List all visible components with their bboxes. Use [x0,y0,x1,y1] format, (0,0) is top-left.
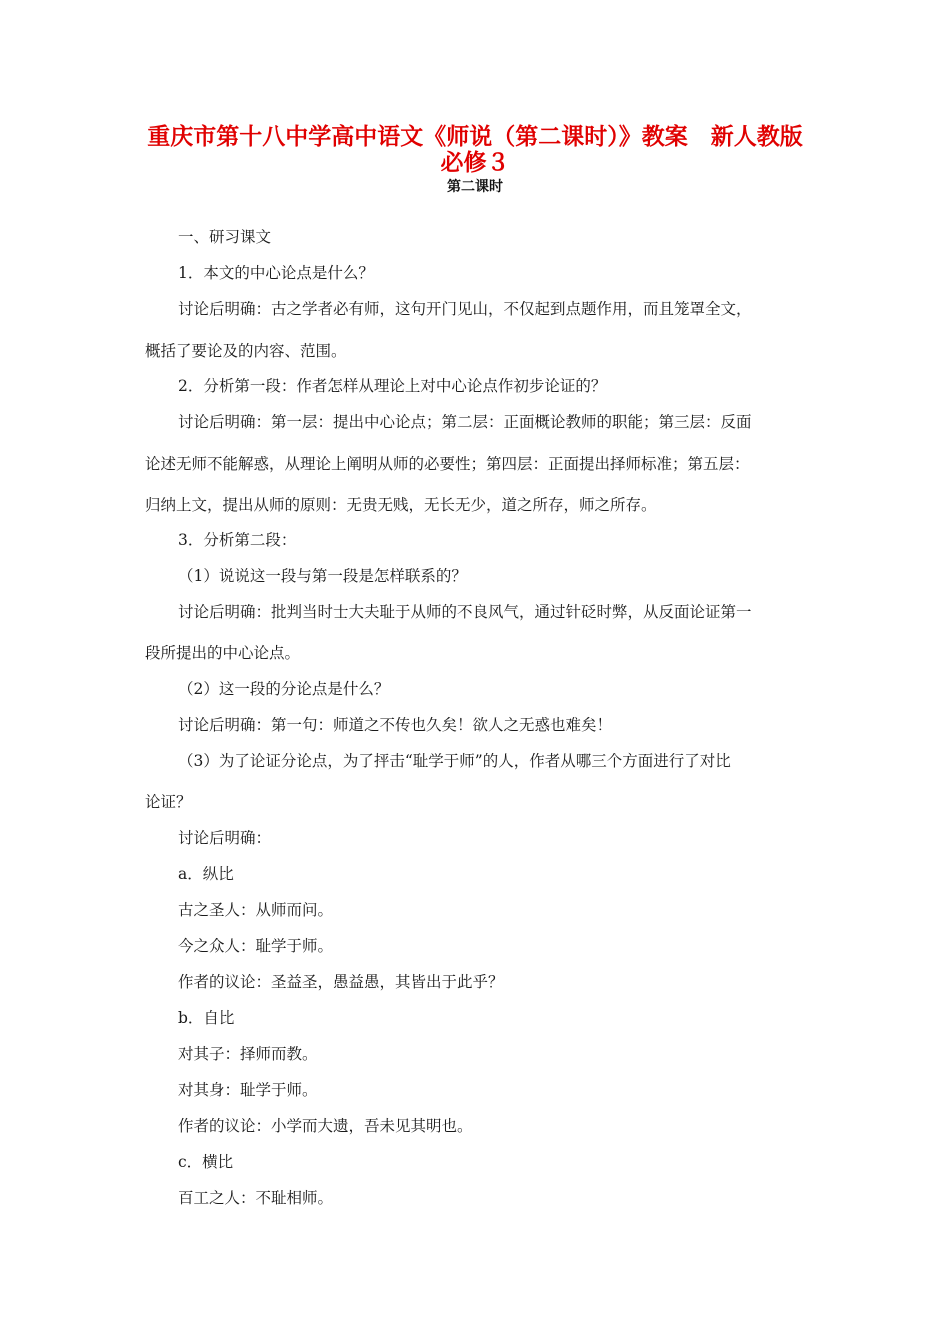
document-subtitle: 第二课时 [447,179,503,195]
question-3: 3．分析第二段： [178,531,297,549]
heading-study-text: 一、研习课文 [178,228,272,246]
answer-3-1-line2: 段所提出的中心论点。 [145,644,301,662]
answer-2-line1: 讨论后明确：第一层：提出中心论点；第二层：正面概论教师的职能；第三层：反面 [178,413,752,431]
answer-3-2: 讨论后明确：第一句：师道之不传也久矣！欲人之无惑也难矣！ [178,716,613,734]
item-b-heading: b．自比 [178,1009,235,1027]
question-3-2: （2）这一段的分论点是什么？ [178,680,390,698]
question-1: 1．本文的中心论点是什么？ [178,264,374,282]
item-b-line1: 对其子：择师而教。 [178,1045,318,1063]
answer-1-line2: 概括了要论及的内容、范围。 [145,342,347,360]
item-a-line3: 作者的议论：圣益圣，愚益愚，其皆出于此乎？ [178,973,504,991]
answer-3-3-intro: 讨论后明确： [178,829,272,847]
document-title-line2: 必修３ [440,149,510,176]
item-a-line2: 今之众人：耻学于师。 [178,937,334,955]
item-b-line3: 作者的议论：小学而大遗，吾未见其明也。 [178,1117,473,1135]
question-3-3-line1: （3）为了论证分论点，为了抨击“耻学于师”的人，作者从哪三个方面进行了对比 [178,752,731,770]
item-c-heading: c．横比 [178,1153,234,1171]
item-b-line2: 对其身：耻学于师。 [178,1081,318,1099]
answer-2-line3: 归纳上文，提出从师的原则：无贵无贱，无长无少，道之所存，师之所存。 [145,496,657,514]
item-c-line1: 百工之人：不耻相师。 [178,1189,334,1207]
item-a-line1: 古之圣人：从师而问。 [178,901,334,919]
answer-2-line2: 论述无师不能解惑，从理论上阐明从师的必要性；第四层：正面提出择师标准；第五层： [145,455,750,473]
item-a-heading: a．纵比 [178,865,234,883]
document-title-line1: 重庆市第十八中学高中语文《师说（第二课时）》教案 新人教版 [147,123,803,150]
question-3-1: （1）说说这一段与第一段是怎样联系的？ [178,567,467,585]
answer-3-1-line1: 讨论后明确：批判当时士大夫耻于从师的不良风气，通过针砭时弊，从反面论证第一 [178,603,752,621]
question-2: 2．分析第一段：作者怎样从理论上对中心论点作初步论证的？ [178,377,607,395]
question-3-3-line2: 论证？ [145,793,192,811]
answer-1-line1: 讨论后明确：古之学者必有师，这句开门见山，不仅起到点题作用，而且笼罩全文， [178,300,752,318]
